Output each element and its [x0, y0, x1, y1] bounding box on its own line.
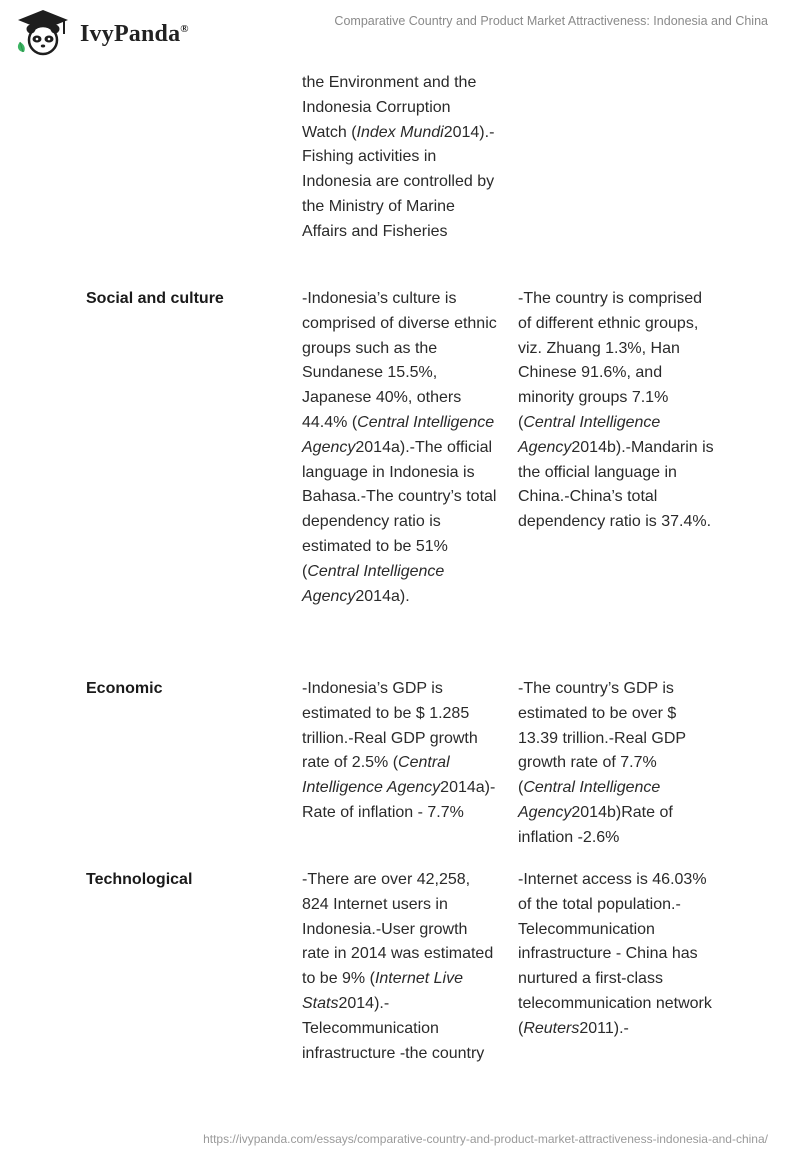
document-title: Comparative Country and Product Market Attractiveness: Indonesia and China — [334, 14, 768, 28]
citation-source: Central Intelligence Agency — [302, 754, 450, 797]
indonesia-cell — [302, 677, 498, 826]
row-label: Social and culture — [86, 290, 224, 307]
brand-logo[interactable] — [14, 8, 189, 56]
citation-source: Central Intelligence Agency — [518, 413, 661, 456]
cell-text: 2011).- — [579, 1019, 629, 1037]
cell-text: 2014a)-Rate of inflation - 7.7% — [302, 779, 496, 821]
citation-source: Central Intelligence Agency — [302, 413, 495, 456]
brand-name: IvyPanda® — [80, 20, 189, 47]
cell-text: -Internet access is 46.03% of the total population.-Telecommunication infrastructure - China has nurtured a first-class telecommunication network ( — [518, 871, 712, 1037]
source-url[interactable]: https://ivypanda.com/essays/comparative-country-and-product-market-attractiveness-indonesia-and-china/ — [203, 1132, 768, 1146]
row-label: Economic — [86, 680, 163, 697]
cell-text: 2014b).-Mandarin is the official language in China.-China’s total dependency ratio is 37.4%. — [518, 438, 714, 531]
cell-text: 2014).-Fishing activities in Indonesia are controlled by the Ministry of Marine Affairs and Fisheries — [302, 123, 495, 240]
indonesia-cell — [302, 287, 498, 609]
cell-text: the Environment and the Indonesia Corruption Watch ( — [302, 74, 477, 141]
page-header — [0, 0, 800, 64]
indonesia-cell — [302, 71, 498, 245]
cell-text: -There are over 42,258, 824 Internet users in Indonesia.-User growth rate in 2014 was estimated to be 9% ( — [302, 871, 494, 988]
citation-source: Internet Live Stats — [302, 970, 463, 1012]
cell-text: -Indonesia’s GDP is estimated to be $ 1.285 trillion.-Real GDP growth rate of 2.5% ( — [302, 680, 478, 772]
citation-source: Index Mundi — [356, 123, 444, 141]
cell-text: -The country is comprised of different ethnic groups, viz. Zhuang 1.3%, Han Chinese 91.6%, and minority groups 7.1% ( — [518, 290, 703, 431]
cell-text: 2014a).-The official language in Indonesia is Bahasa.-The country’s total dependency ratio is estimated to be 51% ( — [302, 438, 497, 580]
citation-source: Reuters — [523, 1019, 580, 1037]
china-cell — [518, 868, 718, 1042]
indonesia-cell — [302, 868, 498, 1066]
cell-text: -Indonesia’s culture is comprised of diverse ethnic groups such as the Sundanese 15.5%, Japanese 40%, others 44.4% ( — [302, 290, 497, 431]
cell-text: 2014b)Rate of inflation -2.6% — [518, 803, 673, 846]
citation-source: Central Intelligence Agency — [518, 779, 661, 821]
panda-graduate-icon — [14, 8, 72, 56]
china-cell — [518, 287, 718, 535]
cell-text: -The country’s GDP is estimated to be over $ 13.39 trillion.-Real GDP growth rate of 7.7% ( — [518, 680, 686, 797]
row-label: Technological — [86, 871, 193, 888]
cell-text: 2014a). — [355, 587, 410, 605]
cell-text: 2014).-Telecommunication infrastructure -the country — [302, 994, 485, 1062]
china-cell — [518, 677, 718, 851]
citation-source: Central Intelligence Agency — [302, 562, 445, 605]
